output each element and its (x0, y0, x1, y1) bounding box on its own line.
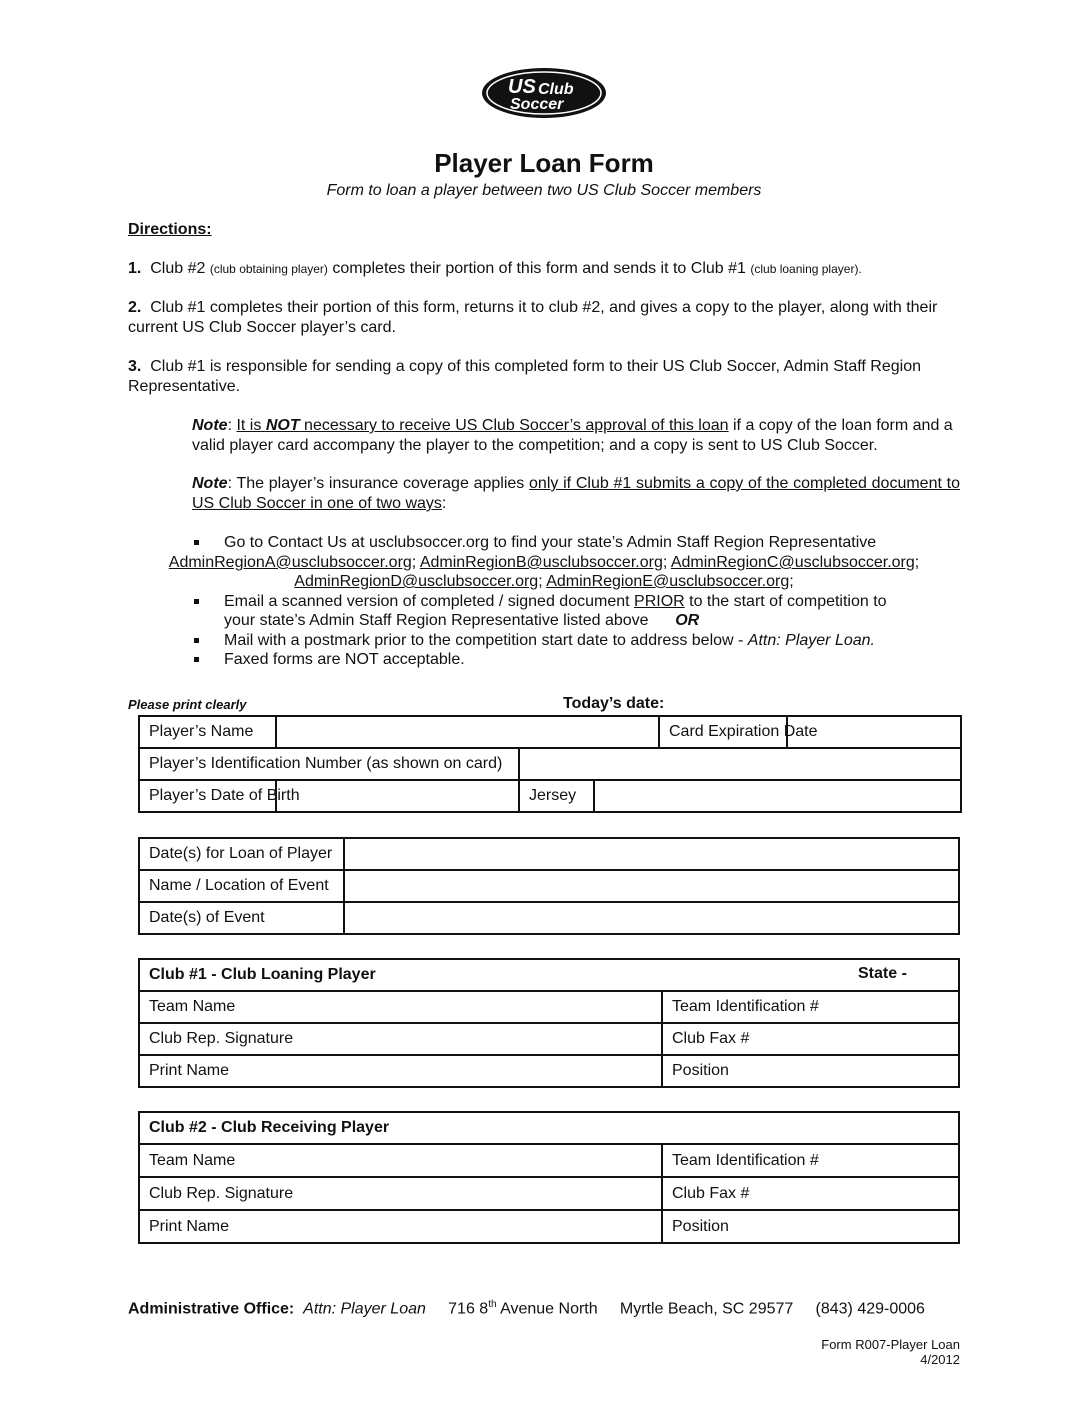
region-email-links-2[interactable]: AdminRegionD@usclubsoccer.org; AdminRegionE@usclubsoccer.org; (294, 573, 794, 590)
event-name-field[interactable] (344, 870, 959, 902)
club2-team-name[interactable]: Team Name (139, 1144, 662, 1177)
admin-office-footer: Administrative Office: Attn: Player Loan 716 8th Avenue North Myrtle Beach, SC 29577 (843) 429-0006 (128, 1299, 925, 1318)
svg-text:Soccer: Soccer (510, 96, 564, 113)
club1-rep-signature[interactable]: Club Rep. Signature (139, 1023, 662, 1055)
club2-print-name[interactable]: Print Name (139, 1210, 662, 1243)
jersey-label: Jersey (519, 780, 594, 812)
club2-header: Club #2 - Club Receiving Player (139, 1112, 959, 1144)
direction-step-1: 1. Club #2 (club obtaining player) completes their portion of this form and sends it to Club #1 (club loaning player). (128, 260, 862, 277)
page-subtitle: Form to loan a player between two US Club Soccer members (326, 182, 762, 199)
club2-rep-signature[interactable]: Club Rep. Signature (139, 1177, 662, 1210)
direction-step-3: 3. Club #1 is responsible for sending a copy of this completed form to their US Club Soccer, Admin Staff Region Representative. (128, 358, 922, 395)
player-id-field[interactable] (519, 748, 961, 780)
bullet-mail: Mail with a postmark prior to the competition start date to address below - Attn: Player Loan. (224, 631, 875, 650)
direction-step-2: 2. Club #1 completes their portion of this form, returns it to club #2, and gives a copy to the player, along with their current US Club Soccer player’s card. (128, 299, 938, 336)
player-info-table (138, 715, 962, 813)
players-name-label: Player’s Name (139, 716, 276, 748)
event-dates-field[interactable] (344, 902, 959, 934)
players-name-field[interactable] (276, 716, 659, 748)
club2-team-id[interactable]: Team Identification # (662, 1144, 959, 1177)
loan-dates-label: Date(s) for Loan of Player (139, 838, 344, 870)
club2-table (138, 1111, 960, 1244)
player-id-label: Player’s Identification Number (as shown on card) (139, 748, 519, 780)
svg-text:Club: Club (538, 81, 574, 98)
club1-team-name[interactable]: Team Name (139, 991, 662, 1023)
event-info-table (138, 837, 960, 935)
us-club-soccer-logo (480, 66, 608, 120)
event-dates-label: Date(s) of Event (139, 902, 344, 934)
club1-header: Club #1 - Club Loaning Player (139, 959, 959, 991)
bullet-email-scan: Email a scanned version of completed / signed document PRIOR to the start of competition to your state’s Admin Staff Region Representative listed above OR (224, 592, 887, 630)
svg-text:US: US (508, 76, 536, 98)
jersey-field[interactable] (594, 780, 961, 812)
bullet-no-fax: Faxed forms are NOT acceptable. (224, 650, 465, 669)
dob-field[interactable] (276, 780, 519, 812)
form-number: Form R007-Player Loan 4/2012 (821, 1337, 960, 1367)
note-approval: Note: It is NOT necessary to receive US Club Soccer’s approval of this loan if a copy of the loan form and a valid player card accompany the player to the competition; and a copy is sent to US Club Soccer. (192, 417, 953, 454)
page-title: Player Loan Form (434, 148, 654, 178)
club2-position[interactable]: Position (662, 1210, 959, 1243)
club1-state-label: State - (858, 965, 907, 982)
note-insurance: Note: The player’s insurance coverage applies only if Club #1 submits a copy of the completed document to US Club Soccer in one of two ways: (192, 475, 960, 512)
dob-label: Player’s Date of Birth (139, 780, 276, 812)
club1-fax[interactable]: Club Fax # (662, 1023, 959, 1055)
club2-fax[interactable]: Club Fax # (662, 1177, 959, 1210)
card-expiration-label: Card Expiration Date (659, 716, 787, 748)
event-name-label: Name / Location of Event (139, 870, 344, 902)
club1-position[interactable]: Position (662, 1055, 959, 1087)
bullet-contact-us: Go to Contact Us at usclubsoccer.org to find your state’s Admin Staff Region Representative (224, 533, 876, 552)
loan-dates-field[interactable] (344, 838, 959, 870)
club1-print-name[interactable]: Print Name (139, 1055, 662, 1087)
todays-date-label: Today’s date: (563, 695, 665, 712)
region-email-links-1[interactable]: AdminRegionA@usclubsoccer.org; AdminRegionB@usclubsoccer.org; AdminRegionC@usclubsoccer.org; (168, 554, 920, 571)
club1-table (138, 958, 960, 1088)
print-clearly-label: Please print clearly (128, 697, 247, 712)
club1-team-id[interactable]: Team Identification # (662, 991, 959, 1023)
directions-heading: Directions: (128, 221, 212, 238)
